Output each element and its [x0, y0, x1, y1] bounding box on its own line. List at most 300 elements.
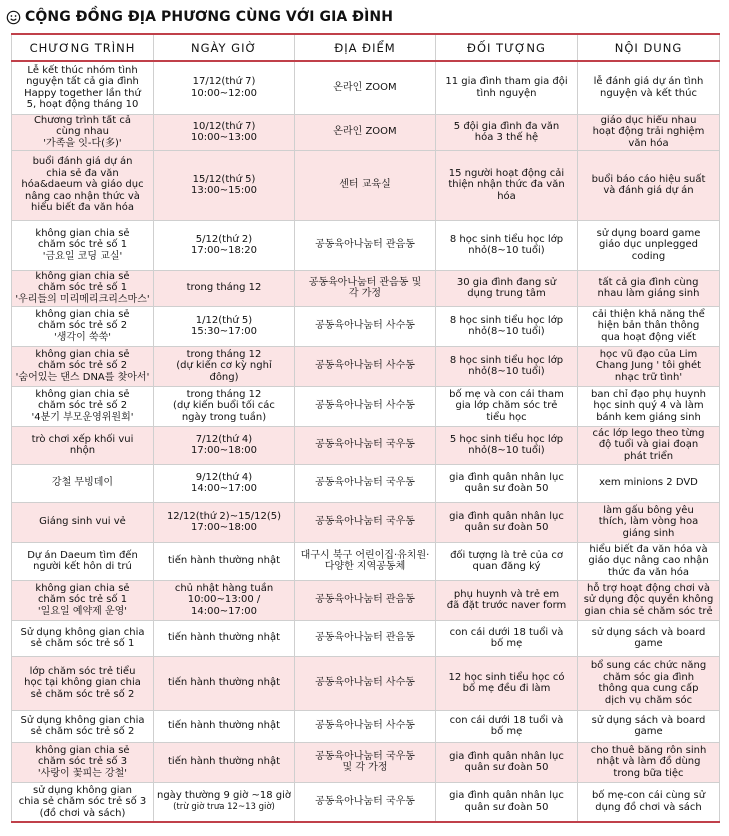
- schedule-table: [11, 33, 720, 823]
- cell-line: 10:00~13:00 /: [187, 594, 261, 606]
- table-row: [12, 782, 720, 822]
- cell-line: 15/12(thứ 5): [192, 173, 256, 185]
- cell-line: 공동육아나눔터 사수동: [315, 400, 415, 412]
- header-content: NỘI DUNG: [578, 34, 720, 61]
- cell-line: 공동육아나눔터 사수동: [315, 677, 415, 689]
- target-cell: [436, 782, 578, 822]
- datetime-cell: [154, 502, 295, 542]
- target-cell: [436, 710, 578, 742]
- program-cell: [12, 710, 154, 742]
- cell-line: người kết hôn di trú: [33, 561, 132, 572]
- cell-line: 17:00~18:00: [190, 445, 257, 456]
- cell-line: không gian chia sẻ: [35, 388, 130, 400]
- cell-line: hoạt động trải nghiệm: [592, 126, 705, 138]
- cell-line: (dự kiến cơ kỳ nghỉ: [176, 360, 272, 372]
- target-cell: [436, 502, 578, 542]
- cell-line: 8 học sinh tiểu học lớp: [449, 233, 564, 245]
- content-cell: [578, 114, 720, 150]
- table-row: [12, 114, 720, 150]
- table-row: [12, 346, 720, 386]
- cell-line: tình nguyện: [476, 87, 537, 99]
- cell-line: nhật và làm đồ dùng: [596, 756, 701, 768]
- cell-line: 대구시 북구 어린이집·유치원·: [300, 549, 430, 561]
- cell-line: 30 gia đình đang sử: [456, 276, 557, 288]
- cell-line: chăm sóc trẻ số 2: [37, 320, 128, 332]
- cell-line: 14:00~17:00: [190, 605, 257, 617]
- datetime-cell: [154, 306, 295, 346]
- cell-line: thức đa văn hóa: [607, 566, 690, 578]
- location-cell: [295, 114, 436, 150]
- cell-line: chia sẻ chăm sóc trẻ số 3: [18, 796, 147, 807]
- content-cell: [578, 386, 720, 426]
- cell-line: gia đình quân nhân lục: [449, 471, 564, 483]
- cell-line: 다양한 지역공동체: [324, 561, 406, 572]
- cell-line: cải thiện khả năng thể: [592, 308, 705, 320]
- cell-line: hóa&daeum và giáo dục: [21, 179, 144, 191]
- cell-line: chăm sóc gia đình: [602, 671, 695, 683]
- cell-line: 8 học sinh tiểu học lớp: [449, 354, 564, 366]
- cell-line: 14:00~17:00: [190, 483, 257, 494]
- location-cell: [295, 502, 436, 542]
- cell-line: hỗ trợ hoạt động chơi và: [587, 582, 710, 594]
- cell-line: giáo dục hiểu nhau: [600, 114, 697, 126]
- cell-line: giáo dục nâng cao nhận: [588, 555, 709, 567]
- program-cell: [12, 580, 154, 620]
- cell-line: sẻ chăm sóc trẻ số 2: [30, 726, 135, 737]
- cell-line: 7/12(thứ 4): [195, 433, 253, 445]
- cell-line: nhỏ(8~10 tuổi): [468, 366, 545, 377]
- content-cell: [578, 346, 720, 386]
- cell-line: phát triển: [623, 450, 674, 462]
- cell-line: không gian chia sẻ: [35, 744, 130, 756]
- cell-line: tiểu học: [486, 411, 527, 423]
- target-cell: [436, 150, 578, 220]
- datetime-cell: [154, 542, 295, 580]
- cell-line: thông qua cung cấp: [598, 683, 699, 694]
- cell-line: quân sư đoàn 50: [464, 522, 549, 533]
- program-cell: [12, 150, 154, 220]
- cell-line: coding: [631, 250, 666, 262]
- datetime-cell: [154, 620, 295, 656]
- cell-line: bố mẹ và con cái tham: [449, 388, 564, 400]
- cell-line: dịch vụ chăm sóc: [604, 694, 693, 706]
- cell-line: đông): [209, 371, 239, 383]
- location-cell: [295, 710, 436, 742]
- cell-line: Sử dụng không gian chia: [20, 714, 145, 726]
- cell-line: hiểu biết đa văn hóa: [31, 202, 134, 214]
- table-row: [12, 656, 720, 710]
- table-row: [12, 270, 720, 306]
- cell-line: chủ nhật hàng tuần: [174, 582, 274, 594]
- cell-line: tiến hành thường nhật: [168, 720, 280, 732]
- program-cell: [12, 464, 154, 502]
- program-cell: [12, 306, 154, 346]
- datetime-cell: [154, 270, 295, 306]
- target-cell: [436, 61, 578, 114]
- table-row: [12, 742, 720, 782]
- program-cell: [12, 782, 154, 822]
- cell-line: 공동육아나눔터 관음동 및: [308, 276, 422, 288]
- cell-line: 공동육아나눔터 국우동: [315, 750, 415, 762]
- location-cell: [295, 742, 436, 782]
- cell-line: con cái dưới 18 tuổi và: [449, 626, 564, 638]
- cell-line: game: [634, 638, 663, 649]
- cell-line: 공동육아나눔터 사수동: [315, 360, 415, 372]
- cell-line: 공동육아나눔터 국우동: [315, 439, 415, 451]
- cell-line: 온라인 ZOOM: [333, 82, 397, 93]
- table-row: [12, 502, 720, 542]
- cell-line: dụng trung tâm: [467, 288, 546, 299]
- header-target: ĐỐI TƯỢNG: [436, 34, 578, 61]
- datetime-cell: [154, 346, 295, 386]
- cell-line: tiến hành thường nhật: [168, 677, 280, 689]
- datetime-cell: [154, 656, 295, 710]
- cell-line: không gian chia sẻ: [35, 582, 130, 594]
- cell-line: 공동육아나눔터 관음동: [315, 594, 415, 606]
- cell-line: nhỏ(8~10 tuổi): [468, 445, 545, 456]
- cell-line: xem minions 2 DVD: [599, 477, 698, 489]
- target-cell: [436, 580, 578, 620]
- content-cell: [578, 220, 720, 270]
- program-cell: [12, 426, 154, 464]
- table-row: [12, 306, 720, 346]
- content-cell: [578, 710, 720, 742]
- location-cell: [295, 464, 436, 502]
- cell-line: bổ sung các chức năng: [590, 660, 707, 671]
- cell-line: con cái dưới 18 tuổi và: [449, 714, 564, 726]
- cell-line: Chương trình tất cả: [33, 114, 132, 126]
- program-cell: [12, 386, 154, 426]
- target-cell: [436, 220, 578, 270]
- cell-line: 5/12(thứ 2): [195, 233, 253, 245]
- cell-line: 17/12(thứ 7): [192, 76, 256, 88]
- content-cell: [578, 270, 720, 306]
- cell-line: trong tháng 12: [186, 348, 262, 360]
- cell-line: chăm sóc trẻ số 1: [37, 282, 128, 294]
- program-cell: [12, 742, 154, 782]
- cell-line: Happy together lần thứ: [24, 87, 141, 99]
- datetime-cell: [154, 61, 295, 114]
- target-cell: [436, 464, 578, 502]
- cell-line: sẻ chăm sóc trẻ số 1: [30, 638, 135, 649]
- cell-line: dụng đồ chơi và sách: [595, 801, 702, 813]
- cell-line: 각 가정: [348, 288, 382, 299]
- cell-line: '일요일 예약제 운영': [37, 605, 128, 617]
- cell-line: '4분기 부모운영위원회': [31, 411, 134, 423]
- cell-line: 공동육아나눔터 관음동: [315, 632, 415, 644]
- cell-line: Lễ kết thúc nhóm tình: [27, 64, 138, 76]
- cell-line: làm gấu bông yêu: [603, 504, 694, 516]
- cell-line: Giáng sinh vui vẻ: [39, 516, 126, 528]
- cell-line: Sử dụng không gian chia: [20, 626, 145, 638]
- cell-line: gia lớp chăm sóc trẻ: [455, 400, 558, 412]
- content-cell: [578, 61, 720, 114]
- cell-line: 11 gia đình tham gia đội: [445, 76, 568, 88]
- cell-line: nguyện và kết thúc: [600, 87, 697, 99]
- cell-line: 5 đội gia đình đa văn: [453, 120, 560, 132]
- cell-line: chia sẻ đa văn: [46, 167, 119, 179]
- cell-line: thích, làm vòng hoa: [598, 516, 699, 528]
- header-row: [12, 34, 720, 61]
- cell-line: 공동육아나눔터 관음동: [315, 239, 415, 251]
- cell-line: 17:00~18:20: [190, 245, 257, 256]
- cell-line: các lớp lego theo từng: [592, 427, 705, 439]
- datetime-cell: [154, 742, 295, 782]
- program-cell: [12, 346, 154, 386]
- cell-line: lớp chăm sóc trẻ tiểu: [29, 665, 136, 677]
- cell-line: và đánh giá dự án: [603, 185, 694, 196]
- location-cell: [295, 386, 436, 426]
- content-cell: [578, 502, 720, 542]
- page-title: [6, 6, 393, 28]
- cell-line: nhộn: [69, 445, 96, 456]
- datetime-cell: [154, 426, 295, 464]
- cell-line: ngày trong tuần): [181, 411, 267, 423]
- datetime-cell: [154, 782, 295, 822]
- cell-line: 5, hoạt động tháng 10: [26, 99, 139, 111]
- program-cell: [12, 61, 154, 114]
- cell-line: sử dụng board game: [596, 227, 701, 239]
- target-cell: [436, 114, 578, 150]
- cell-line: hiện bản thân thông: [597, 320, 700, 332]
- program-cell: [12, 620, 154, 656]
- target-cell: [436, 742, 578, 782]
- cell-line: 공동육아나눔터 사수동: [315, 720, 415, 732]
- cell-line: 13:00~15:00: [190, 185, 257, 196]
- cell-line: 9/12(thứ 4): [195, 471, 253, 483]
- target-cell: [436, 542, 578, 580]
- cell-line: quân sư đoàn 50: [464, 762, 549, 773]
- location-cell: [295, 656, 436, 710]
- cell-line: quân sư đoàn 50: [464, 801, 549, 813]
- header-program: CHƯƠNG TRÌNH: [12, 34, 154, 61]
- cell-line: Dự án Daeum tìm đến: [27, 549, 138, 561]
- cell-line: độ tuổi và giai đoạn: [598, 439, 699, 451]
- cell-line: đối tượng là trẻ của cơ: [450, 549, 563, 561]
- cell-line: game: [634, 726, 663, 737]
- cell-line: trong tháng 12: [186, 282, 262, 294]
- table-row: [12, 620, 720, 656]
- location-cell: [295, 782, 436, 822]
- cell-line: tiến hành thường nhật: [168, 555, 280, 567]
- header-location: ĐỊA ĐIỂM: [295, 34, 436, 61]
- content-cell: [578, 150, 720, 220]
- program-cell: [12, 270, 154, 306]
- cell-line: 15 người hoạt động cải: [448, 167, 565, 179]
- cell-line: 강철 무빙데이: [51, 477, 114, 489]
- cell-line: cùng nhau: [56, 126, 109, 138]
- cell-line: nhạc trữ tình': [614, 371, 683, 383]
- cell-line: nguyện tất cả gia đình: [26, 76, 139, 88]
- cell-line: 공동육아나눔터 국우동: [315, 477, 415, 489]
- table-row: [12, 426, 720, 464]
- target-cell: [436, 270, 578, 306]
- cell-line: bố mẹ: [490, 638, 523, 649]
- target-cell: [436, 426, 578, 464]
- cell-line: chăm sóc trẻ số 2: [37, 400, 128, 412]
- content-cell: [578, 656, 720, 710]
- cell-line: văn hóa: [628, 137, 669, 149]
- cell-line: sử dụng sách và board: [591, 714, 706, 726]
- cell-line: Chang Jung ' tôi ghét: [595, 360, 702, 372]
- cell-line: nhỏ(8~10 tuổi): [468, 245, 545, 256]
- cell-line: học tại không gian chia: [24, 677, 141, 689]
- cell-line: 공동육아나눔터 사수동: [315, 320, 415, 332]
- target-cell: [436, 306, 578, 346]
- cell-line: 10:00~13:00: [190, 132, 257, 143]
- cell-line: 5 học sinh tiểu học lớp: [449, 433, 564, 445]
- cell-line: chăm sóc trẻ số 3: [37, 756, 128, 768]
- program-cell: [12, 542, 154, 580]
- program-cell: [12, 502, 154, 542]
- content-cell: [578, 742, 720, 782]
- cell-line: ban chỉ đạo phụ huynh: [590, 388, 707, 400]
- cell-line: quan đăng ký: [472, 561, 541, 572]
- location-cell: [295, 580, 436, 620]
- cell-line: sử dụng độc quyền không: [583, 594, 714, 606]
- cell-line: chăm sóc trẻ số 1: [37, 239, 128, 251]
- cell-line: bố mẹ đều đi làm: [462, 683, 551, 694]
- cell-line: bố mẹ: [490, 726, 523, 737]
- table-row: [12, 61, 720, 114]
- cell-line: sử dụng sách và board: [591, 626, 706, 638]
- program-cell: [12, 114, 154, 150]
- table-row: [12, 710, 720, 742]
- cell-line: học vũ đạo của Lim: [599, 348, 698, 360]
- cell-line: trò chơi xếp khối vui: [31, 433, 134, 445]
- cell-line: ngày thường 9 giờ ~18 giờ: [157, 790, 291, 802]
- cell-line: cho thuê băng rôn sinh: [590, 744, 707, 756]
- cell-line: sẻ chăm sóc trẻ số 2: [30, 688, 135, 700]
- cell-line: nhỏ(8~10 tuổi): [468, 326, 545, 337]
- datetime-cell: [154, 220, 295, 270]
- datetime-cell: [154, 580, 295, 620]
- location-cell: [295, 61, 436, 114]
- cell-line: 온라인 ZOOM: [333, 126, 397, 138]
- cell-line: tiến hành thường nhật: [168, 756, 280, 768]
- content-cell: [578, 426, 720, 464]
- cell-line: gia đình quân nhân lục: [449, 510, 564, 522]
- cell-line: '숨어있는 댄스 DNA를 찾아서': [15, 371, 150, 383]
- datetime-cell: [154, 114, 295, 150]
- cell-line: '금요일 코딩 교실': [42, 250, 123, 262]
- cell-line: gia đình quân nhân lục: [449, 790, 564, 802]
- cell-line: gia đình quân nhân lục: [449, 750, 564, 762]
- cell-line: (trừ giờ trưa 12~13 giờ): [173, 801, 275, 812]
- cell-line: giáng sinh: [622, 527, 675, 539]
- cell-line: không gian chia sẻ: [35, 270, 130, 282]
- cell-line: 12/12(thứ 2)~15/12(5): [166, 510, 282, 522]
- cell-line: '생각이 쑥쑥': [54, 331, 111, 343]
- cell-line: lễ đánh giá dự án tình: [593, 76, 704, 88]
- cell-line: gian chia sẻ chăm sóc trẻ: [584, 605, 713, 617]
- cell-line: sử dụng không gian: [33, 784, 132, 796]
- cell-line: quân sư đoàn 50: [464, 483, 549, 494]
- location-cell: [295, 270, 436, 306]
- location-cell: [295, 620, 436, 656]
- target-cell: [436, 656, 578, 710]
- cell-line: 및 각 가정: [342, 762, 388, 773]
- cell-line: 공동육아나눔터 국우동: [315, 796, 415, 807]
- location-cell: [295, 542, 436, 580]
- program-cell: [12, 656, 154, 710]
- content-cell: [578, 306, 720, 346]
- table-row: [12, 220, 720, 270]
- cell-line: hóa: [497, 190, 516, 202]
- content-cell: [578, 620, 720, 656]
- smiley-face-icon: [6, 10, 21, 25]
- location-cell: [295, 306, 436, 346]
- cell-line: tất cả gia đình cùng: [598, 276, 699, 288]
- content-cell: [578, 580, 720, 620]
- cell-line: tiến hành thường nhật: [168, 632, 280, 644]
- cell-line: chăm sóc trẻ số 1: [37, 594, 128, 606]
- cell-line: 공동육아나눔터 국우동: [315, 516, 415, 528]
- datetime-cell: [154, 710, 295, 742]
- cell-line: buổi đánh giá dự án: [32, 156, 133, 168]
- content-cell: [578, 542, 720, 580]
- location-cell: [295, 220, 436, 270]
- cell-line: không gian chia sẻ: [35, 308, 130, 320]
- content-cell: [578, 464, 720, 502]
- cell-line: buổi báo cáo hiệu suất: [591, 173, 706, 185]
- cell-line: qua hoạt động viết: [601, 331, 696, 343]
- datetime-cell: [154, 150, 295, 220]
- location-cell: [295, 426, 436, 464]
- cell-line: 15:30~17:00: [190, 326, 257, 337]
- cell-line: không gian chia sẻ: [35, 227, 130, 239]
- header-datetime: NGÀY GIỜ: [154, 34, 295, 61]
- cell-line: bánh kem giáng sinh: [596, 411, 701, 423]
- cell-line: '사랑이 꽃피는 강철': [37, 767, 128, 779]
- cell-line: hóa 3 thế hệ: [474, 132, 539, 143]
- cell-line: chăm sóc trẻ số 2: [37, 360, 128, 372]
- cell-line: 17:00~18:00: [190, 522, 257, 533]
- datetime-cell: [154, 386, 295, 426]
- cell-line: (dự kiến buổi tối các: [173, 400, 275, 412]
- cell-line: bố mẹ-con cái cùng sử: [591, 790, 706, 802]
- table-row: [12, 542, 720, 580]
- table-row: [12, 150, 720, 220]
- location-cell: [295, 150, 436, 220]
- cell-line: 10/12(thứ 7): [192, 120, 256, 132]
- table-row: [12, 464, 720, 502]
- cell-line: nâng cao nhận thức và: [25, 190, 140, 202]
- location-cell: [295, 346, 436, 386]
- target-cell: [436, 346, 578, 386]
- cell-line: thiện nhận thức đa văn: [448, 179, 565, 191]
- cell-line: giáo dục unplegged: [598, 239, 699, 251]
- cell-line: phụ huynh và trẻ em: [453, 588, 560, 600]
- table-body: [12, 61, 720, 822]
- program-cell: [12, 220, 154, 270]
- cell-line: nhau làm giáng sinh: [597, 288, 700, 299]
- datetime-cell: [154, 464, 295, 502]
- cell-line: trong bữa tiệc: [613, 767, 684, 779]
- cell-line: hiểu biết đa văn hóa và: [589, 543, 708, 555]
- cell-line: 센터 교육실: [339, 179, 391, 191]
- cell-line: 1/12(thứ 5): [195, 314, 253, 326]
- cell-line: 10:00~12:00: [190, 87, 257, 99]
- cell-line: (đồ chơi và sách): [39, 807, 126, 819]
- content-cell: [578, 782, 720, 822]
- cell-line: '우리들의 미리메리크리스마스': [15, 293, 150, 305]
- title-text: CỘNG ĐỒNG ĐỊA PHƯƠNG CÙNG VỚI GIA ĐÌNH: [25, 9, 394, 25]
- table-row: [12, 580, 720, 620]
- cell-line: trong tháng 12: [186, 388, 262, 400]
- target-cell: [436, 620, 578, 656]
- target-cell: [436, 386, 578, 426]
